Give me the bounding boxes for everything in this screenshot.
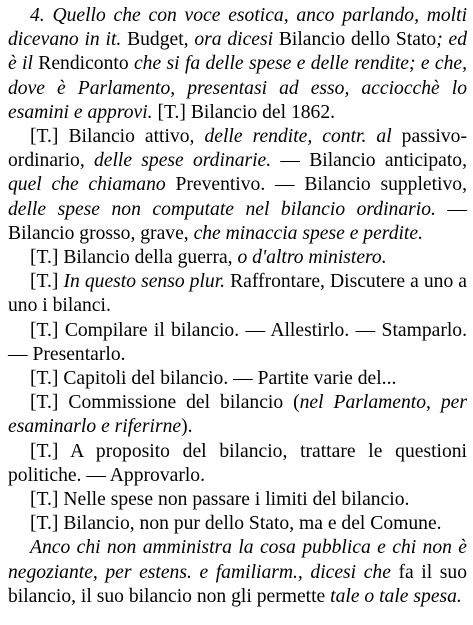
text-run: passivo-ordinario, — [8, 126, 467, 172]
text-run: — Bilancio anticipato, — [271, 150, 467, 172]
entry-paragraph-p9 — [8, 488, 467, 512]
entry-paragraph-p2 — [8, 125, 467, 246]
italic-run: che minaccia spese e perdite. — [193, 222, 423, 244]
entry-paragraph-p6 — [8, 367, 467, 391]
entry-paragraph-p4 — [8, 270, 467, 318]
italic-run: delle spese ordinarie. — [93, 150, 272, 172]
italic-run: Quello che con voce esotica, anco parlando, molti dicevano in it. — [8, 5, 468, 51]
text-run: [T.] Bilancio della guerra, — [30, 247, 238, 269]
text-run: [T.] Compilare il bilancio. — Allestirlo. — Stamparlo. — Presentarlo. — [8, 319, 467, 365]
entry-paragraph-p7 — [8, 391, 467, 439]
italic-run: ; ed è il — [8, 29, 468, 75]
italic-run: delle rendite, contr. al — [204, 126, 392, 148]
entry-paragraph-p11 — [8, 536, 467, 609]
italic-run: quel che chiamano — [8, 174, 166, 196]
text-run: [T.] Bilancio del 1862. — [152, 101, 336, 123]
italic-run: Anco chi non amministra la cosa pubblica e chi non è negoziante, per estens. e familiarm., dicesi che — [8, 537, 467, 583]
italic-run: o d'altro ministero. — [237, 247, 387, 269]
italic-run: tale o tale spesa. — [330, 585, 462, 607]
italic-run: 4. — [30, 5, 53, 26]
italic-run: ora dicesi — [194, 29, 274, 51]
entry-paragraph-p10 — [8, 512, 467, 536]
entry-paragraph-p3 — [8, 246, 467, 270]
text-run: [T.] Bilancio attivo, — [30, 126, 205, 148]
text-run: fa il suo bilancio, il suo bilancio non gli permette — [8, 561, 467, 607]
text-run: — Bilancio grosso, grave, — [8, 198, 467, 244]
text-run: Bilancio dello Stato — [273, 29, 437, 51]
text-run: [T.] Bilancio, non pur dello Stato, ma e del Comune. — [30, 513, 442, 535]
italic-run: In questo senso plur. — [63, 271, 226, 293]
text-run: ). — [181, 416, 193, 438]
text-run: Preventivo. — Bilancio suppletivo, — [165, 174, 467, 196]
italic-run: nel Parlamento, per esaminarlo e riferirne — [8, 392, 467, 438]
entry-paragraph-p5 — [8, 319, 467, 367]
text-run: [T.] — [30, 271, 64, 293]
text-run: [T.] Nelle spese non passare i limiti del bilancio. — [30, 489, 410, 511]
text-run: Raffrontare, Discutere a uno a uno i bilanci. — [8, 271, 467, 317]
entry-paragraph-p8 — [8, 440, 467, 488]
text-run: [T.] Commissione del bilancio ( — [30, 392, 300, 414]
text-run: [T.] A proposito del bilancio, trattare le questioni politiche. — Approvarlo. — [8, 440, 467, 486]
italic-run: delle spese non computate nel bilancio ordinario. — [8, 198, 436, 220]
text-run: Rendiconto — [32, 53, 134, 75]
entry-text-body — [8, 4, 467, 609]
entry-paragraph-p1 — [8, 4, 467, 125]
text-run: [T.] Capitoli del bilancio. — Partite varie del... — [30, 368, 397, 390]
text-run: Budget, — [121, 29, 195, 51]
italic-run: che si fa delle spese e delle rendite; e che, dove è Parlamento, presentasi ad esso, acciocchè lo esamini e approvi. — [8, 53, 467, 123]
